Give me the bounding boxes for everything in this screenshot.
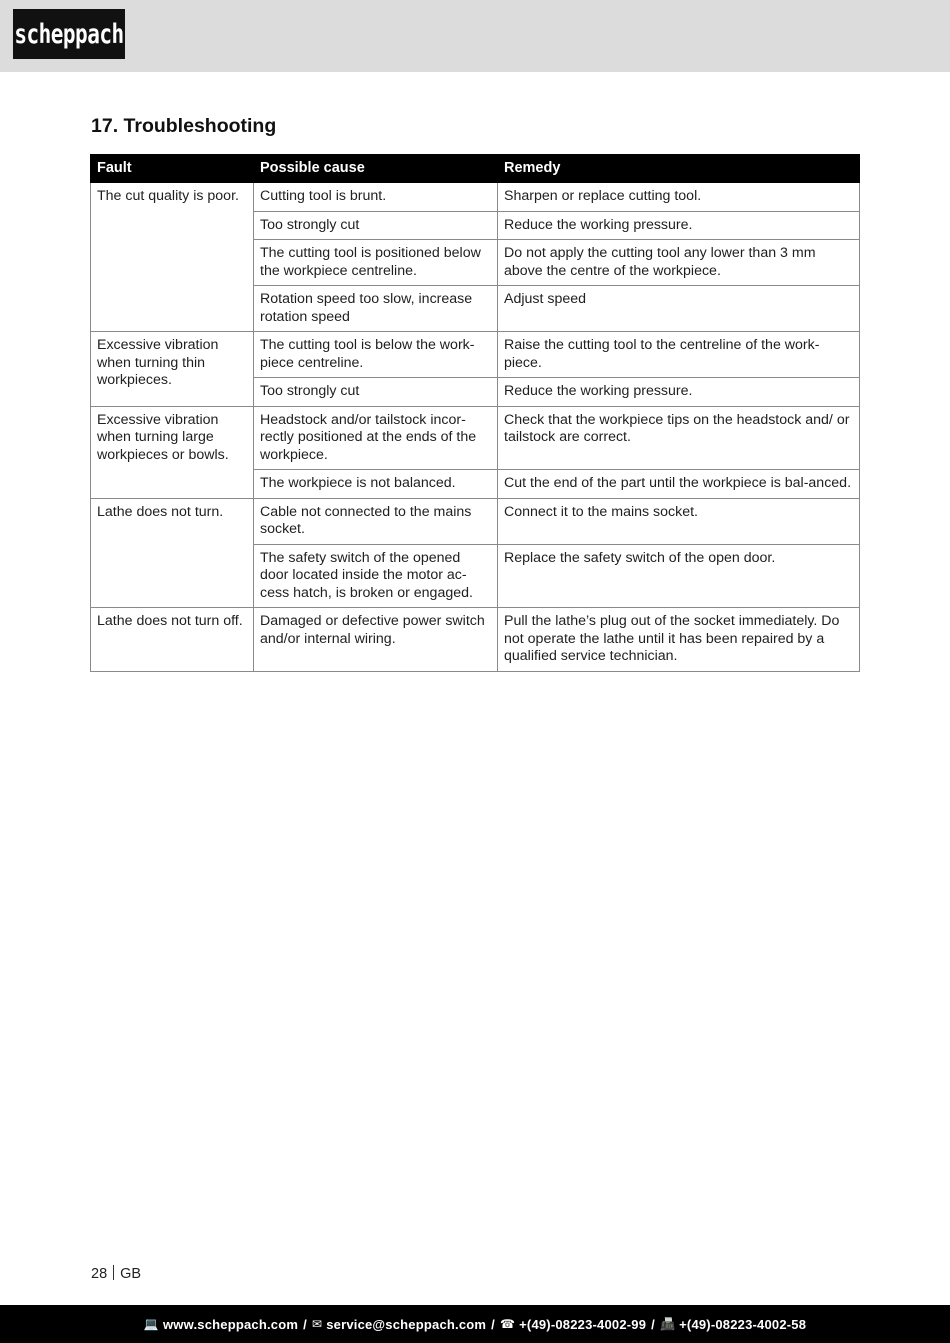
fault-cell: Excessive vibration when turning thin workpieces. <box>91 332 254 407</box>
cause-cell: Too strongly cut <box>254 378 498 407</box>
remedy-cell: Do not apply the cutting tool any lower than 3 mm above the centre of the workpiece. <box>498 240 860 286</box>
fault-cell: Excessive vibration when turning large workpieces or bowls. <box>91 406 254 498</box>
fault-cell: Lathe does not turn. <box>91 498 254 608</box>
table-header-row <box>91 155 860 183</box>
cause-cell: Damaged or defective power switch and/or internal wiring. <box>254 608 498 672</box>
phone-icon: ☎ <box>499 1317 516 1331</box>
remedy-cell: Cut the end of the part until the workpiece is bal-anced. <box>498 470 860 499</box>
fault-cell: Lathe does not turn off. <box>91 608 254 672</box>
footer-separator: / <box>303 1316 307 1332</box>
remedy-cell: Replace the safety switch of the open door. <box>498 544 860 608</box>
remedy-cell: Reduce the working pressure. <box>498 211 860 240</box>
cause-cell: The workpiece is not balanced. <box>254 470 498 499</box>
footer-contact-bar <box>0 1305 950 1343</box>
header-band <box>0 0 950 72</box>
website-link[interactable]: www.scheppach.com <box>163 1316 299 1332</box>
page-number-value: 28 <box>91 1266 108 1282</box>
computer-icon: 💻 <box>143 1317 159 1331</box>
remedy-cell: Check that the workpiece tips on the headstock and/ or tailstock are correct. <box>498 406 860 470</box>
section-title: 17. Troubleshooting <box>91 115 277 137</box>
table-row <box>91 183 860 212</box>
page-number-divider <box>113 1265 114 1280</box>
email-link[interactable]: service@scheppach.com <box>326 1316 487 1332</box>
email-icon: ✉ <box>311 1317 323 1331</box>
cause-cell: Cable not connected to the mains socket. <box>254 498 498 544</box>
table-row <box>91 332 860 378</box>
footer-separator: / <box>491 1316 495 1332</box>
table-row <box>91 608 860 672</box>
table-row <box>91 406 860 470</box>
remedy-cell: Adjust speed <box>498 286 860 332</box>
cause-cell: The cutting tool is below the work-piece centreline. <box>254 332 498 378</box>
page-language: GB <box>120 1266 142 1282</box>
phone-number: +(49)-08223-4002-99 <box>519 1316 647 1332</box>
fault-cell: The cut quality is poor. <box>91 183 254 332</box>
remedy-cell: Sharpen or replace cutting tool. <box>498 183 860 212</box>
header-remedy: Remedy <box>498 155 860 183</box>
remedy-cell: Pull the lathe’s plug out of the socket immediately. Do not operate the lathe until it has been repaired by a qualified service technician. <box>498 608 860 672</box>
cause-cell: Rotation speed too slow, increase rotation speed <box>254 286 498 332</box>
troubleshooting-table <box>90 154 860 672</box>
table-row <box>91 498 860 544</box>
page-number <box>91 1265 141 1282</box>
cause-cell: Headstock and/or tailstock incor-rectly positioned at the ends of the workpiece. <box>254 406 498 470</box>
fax-icon: 📠 <box>659 1317 676 1331</box>
cause-cell: The safety switch of the opened door located inside the motor ac-cess hatch, is broken or engaged. <box>254 544 498 608</box>
remedy-cell: Connect it to the mains socket. <box>498 498 860 544</box>
header-possible-cause: Possible cause <box>254 155 498 183</box>
fax-number: +(49)-08223-4002-58 <box>679 1316 807 1332</box>
remedy-cell: Reduce the working pressure. <box>498 378 860 407</box>
footer-separator: / <box>651 1316 655 1332</box>
scheppach-logo: scheppach <box>13 9 125 59</box>
remedy-cell: Raise the cutting tool to the centreline of the work-piece. <box>498 332 860 378</box>
cause-cell: Cutting tool is brunt. <box>254 183 498 212</box>
cause-cell: The cutting tool is positioned below the workpiece centreline. <box>254 240 498 286</box>
header-fault: Fault <box>91 155 254 183</box>
cause-cell: Too strongly cut <box>254 211 498 240</box>
